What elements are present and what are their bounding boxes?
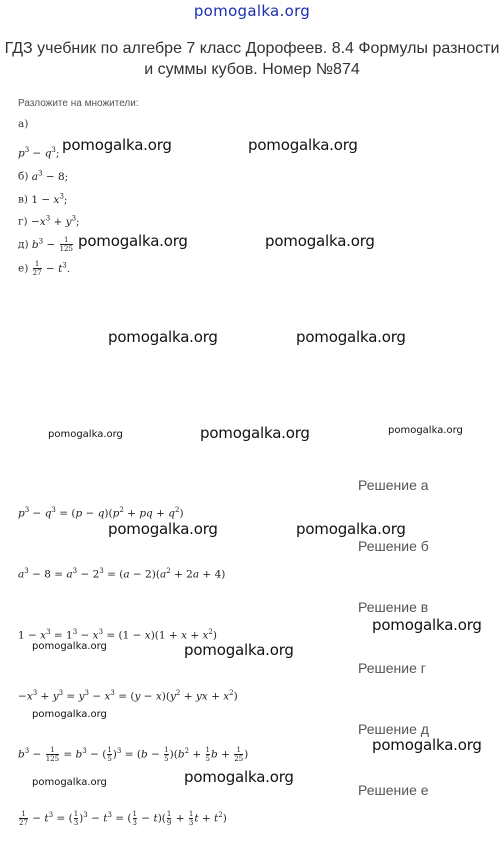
watermark: pomogalka.org — [32, 777, 107, 788]
solution-c: $1 - x^3 = 1^3 - x^3 = (1 - x)(1 + x + x^2)$ — [18, 628, 217, 642]
solution-b: $a^3 - 8 = a^3 - 2^3 = (a - 2)(a^2 + 2a + 4)$ — [18, 567, 226, 581]
solution-d: $-x^3 + y^3 = y^3 - x^3 = (y - x)(y^2$ + yx + $x^2$) — [18, 689, 238, 703]
task-d: $г) -x^3 + y^3$; — [18, 214, 80, 228]
watermark: pomogalka.org — [296, 520, 406, 538]
task-e-label: д) — [18, 238, 29, 251]
solution-heading-b: Решение б — [358, 538, 429, 554]
solution-f: $\frac{1}{27}$ − $t^3$ = ( $\frac{1}{3}$ )$^3 - t^3$ = ( $\frac{1}{3}$ − t)( $\frac{1}{9}$ + $\frac{1}{3}$ $t + t^2$) — [19, 810, 227, 827]
solution-heading-c: Решение в — [358, 599, 429, 615]
watermark: pomogalka.org — [265, 232, 375, 250]
task-d-label: г) — [18, 215, 28, 228]
watermark: pomogalka.org — [200, 424, 310, 442]
solution-heading-d: Решение г — [358, 660, 426, 676]
watermark: pomogalka.org — [372, 736, 482, 754]
page-title: ГДЗ учебник по алгебре 7 класс Дорофеев. 8.4 Формулы разности и суммы кубов. Номер №874 — [4, 40, 500, 78]
watermark: pomogalka.org — [184, 641, 294, 659]
solution-a: $p^3 - q^3 = (p - q)(p^2$ + pq + $q^2$) — [18, 506, 184, 520]
task-e: д) $b^3$ − $\frac{1}{125}$ — [18, 236, 73, 253]
watermark: pomogalka.org — [32, 641, 107, 652]
watermark: pomogalka.org — [108, 328, 218, 346]
watermark: pomogalka.org — [62, 136, 172, 154]
task-b: б) $a^3 - 8$; — [18, 169, 69, 183]
watermark: pomogalka.org — [48, 429, 123, 440]
solution-heading-f: Решение е — [358, 782, 429, 798]
task-a-expression: $p^3 - q^3$; — [18, 146, 60, 160]
task-c-label: в) — [18, 193, 29, 206]
task-f: е) $\frac{1}{27}$ − $t^3$. — [18, 260, 71, 277]
task-prompt: Разложите на множители: — [18, 98, 139, 109]
task-c: в) $1 - x^3$; — [18, 192, 68, 206]
watermark: pomogalka.org — [32, 709, 107, 720]
watermark: pomogalka.org — [372, 616, 482, 634]
task-a-label: а) — [18, 118, 29, 130]
watermark: pomogalka.org — [248, 136, 358, 154]
site-logo[interactable]: pomogalka.org — [193, 2, 311, 20]
task-f-label: е) — [18, 262, 29, 275]
solution-e: $b^3$ − $\frac{1}{125}$ = $b^3$ − ( $\frac{1}{5}$ )$^3$ = (b − $\frac{1}{5}$ )($b^2$ + $\frac{1}{5}$ b + $\frac{1}{25}$ ) — [18, 746, 249, 763]
watermark: pomogalka.org — [108, 520, 218, 538]
watermark: pomogalka.org — [184, 768, 294, 786]
watermark: pomogalka.org — [78, 232, 188, 250]
solution-heading-a: Решение а — [358, 477, 429, 493]
watermark: pomogalka.org — [296, 328, 406, 346]
solution-heading-e: Решение д — [358, 721, 429, 737]
task-b-label: б) — [18, 170, 29, 183]
watermark: pomogalka.org — [388, 425, 463, 436]
